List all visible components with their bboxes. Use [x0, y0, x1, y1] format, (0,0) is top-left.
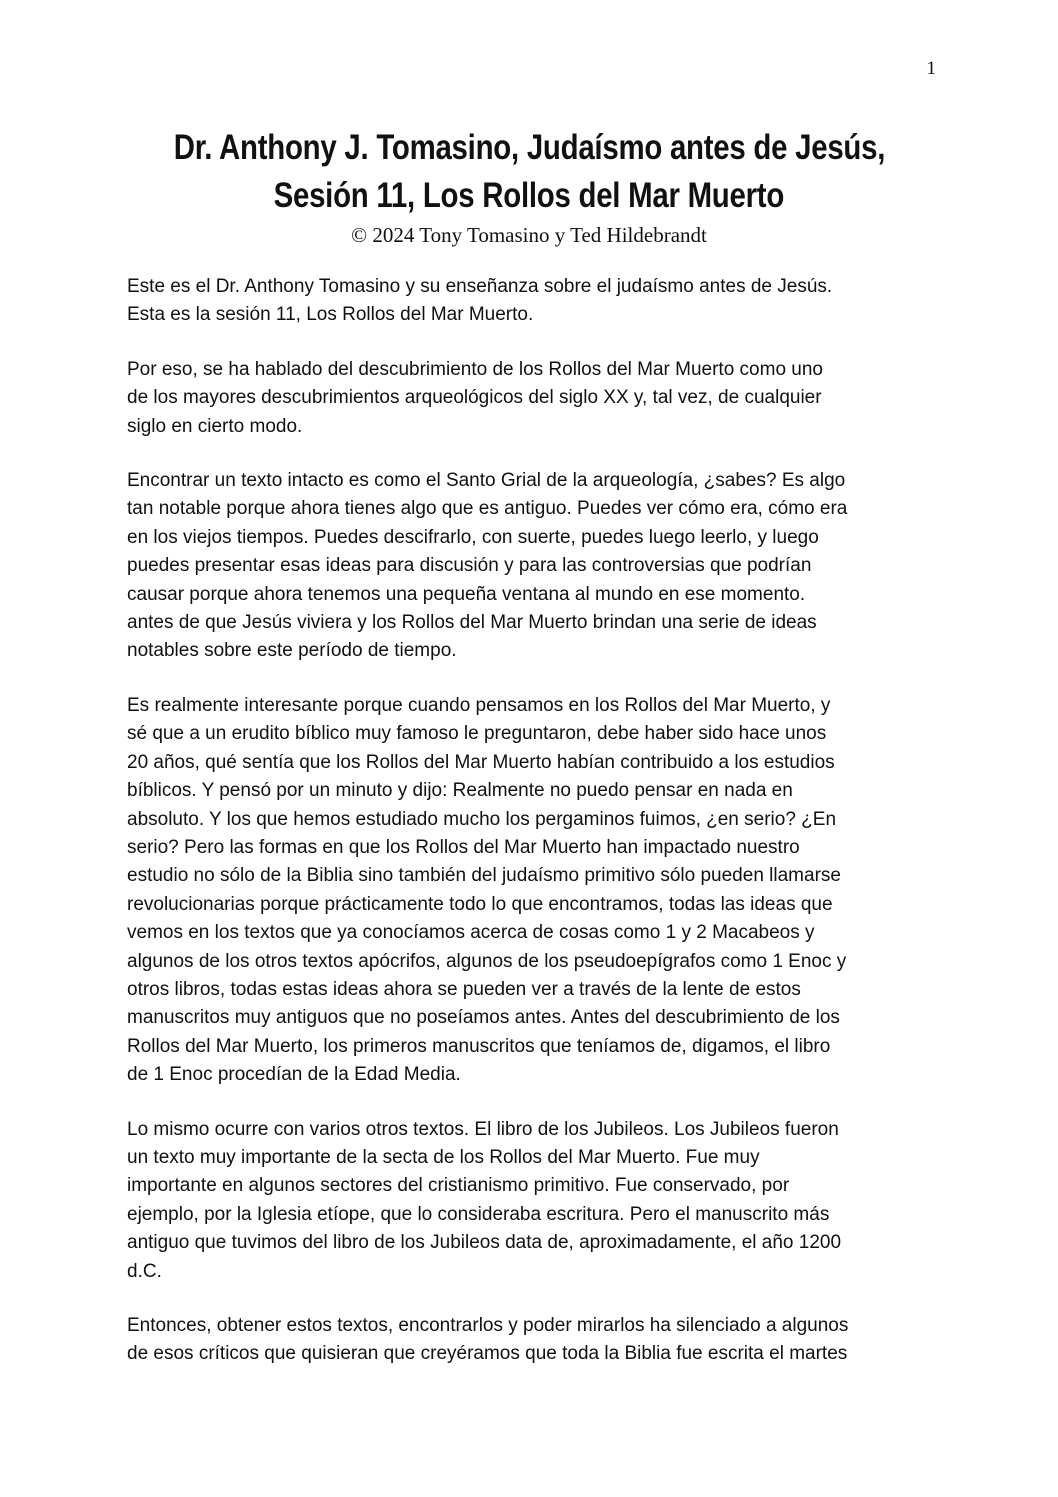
- text-line: de 1 Enoc procedían de la Edad Media.: [127, 1064, 461, 1086]
- paragraph: [127, 273, 939, 330]
- text-line: manuscritos muy antiguos que no poseíamos antes. Antes del descubrimiento de los: [127, 1007, 840, 1029]
- document-body: [127, 273, 939, 1395]
- text-line: absoluto. Y los que hemos estudiado mucho los pergaminos fuimos, ¿en serio? ¿En: [127, 808, 837, 830]
- document-title-line-1: Dr. Anthony J. Tomasino, Judaísmo antes de Jesús,: [173, 128, 885, 167]
- text-line: revolucionarias porque prácticamente todo lo que encontramos, todas las ideas que: [127, 893, 833, 915]
- text-line: puedes presentar esas ideas para discusión y para las controversias que podrían: [127, 555, 812, 577]
- text-line: antiguo que tuvimos del libro de los Jubileos data de, aproximadamente, el año 1200: [127, 1232, 842, 1254]
- text-line: d.C.: [127, 1260, 162, 1282]
- text-line: notables sobre este período de tiempo.: [127, 640, 457, 662]
- title-line-wrap: [0, 124, 1058, 172]
- title-line-wrap: [0, 172, 1058, 220]
- paragraph: [127, 1116, 939, 1286]
- text-line: Lo mismo ocurre con varios otros textos. El libro de los Jubileos. Los Jubileos fueron: [127, 1118, 839, 1140]
- page-title: [0, 124, 1058, 220]
- paragraph: [127, 1312, 939, 1369]
- text-line: vemos en los textos que ya conocíamos acerca de cosas como 1 y 2 Macabeos y: [127, 922, 815, 944]
- paragraph: [127, 692, 939, 1090]
- text-line: 20 años, qué sentía que los Rollos del Mar Muerto habían contribuido a los estudios: [127, 751, 835, 773]
- text-line: en los viejos tiempos. Puedes descifrarlo, con suerte, puedes luego leerlo, y luego: [127, 526, 819, 548]
- paragraph: [127, 467, 939, 666]
- text-line: causar porque ahora tenemos una pequeña ventana al mundo en ese momento.: [127, 583, 806, 605]
- text-line: bíblicos. Y pensó por un minuto y dijo: Realmente no puedo pensar en nada en: [127, 780, 793, 802]
- text-line: un texto muy importante de la secta de los Rollos del Mar Muerto. Fue muy: [127, 1146, 760, 1168]
- text-line: sé que a un erudito bíblico muy famoso le preguntaron, debe haber sido hace unos: [127, 723, 827, 745]
- copyright-line: © 2024 Tony Tomasino y Ted Hildebrandt: [351, 223, 707, 247]
- text-line: algunos de los otros textos apócrifos, algunos de los pseudoepígrafos como 1 Enoc y: [127, 950, 847, 972]
- text-line: Este es el Dr. Anthony Tomasino y su enseñanza sobre el judaísmo antes de Jesús.: [127, 276, 833, 297]
- text-line: Esta es la sesión 11, Los Rollos del Mar Muerto.: [127, 304, 534, 326]
- document-header: [0, 124, 1058, 248]
- text-line: otros libros, todas estas ideas ahora se pueden ver a través de la lente de estos: [127, 978, 801, 1000]
- paragraph: [127, 356, 939, 441]
- text-line: Entonces, obtener estos textos, encontrarlos y poder mirarlos ha silenciado a algunos: [127, 1315, 849, 1336]
- text-line: Rollos del Mar Muerto, los primeros manuscritos que teníamos de, digamos, el libro: [127, 1035, 831, 1057]
- page-number: 1: [926, 58, 936, 79]
- text-line: antes de que Jesús viviera y los Rollos del Mar Muerto brindan una serie de ideas: [127, 612, 817, 634]
- text-line: siglo en cierto modo.: [127, 415, 303, 437]
- text-line: importante en algunos sectores del cristianismo primitivo. Fue conservado, por: [127, 1175, 790, 1197]
- text-line: tan notable porque ahora tienes algo que es antiguo. Puedes ver cómo era, cómo era: [127, 498, 848, 520]
- text-line: ejemplo, por la Iglesia etíope, que lo consideraba escritura. Pero el manuscrito más: [127, 1203, 830, 1225]
- text-line: de los mayores descubrimientos arqueológicos del siglo XX y, tal vez, de cualquier: [127, 387, 822, 409]
- document-title-line-2: Sesión 11, Los Rollos del Mar Muerto: [273, 176, 785, 215]
- text-line: serio? Pero las formas en que los Rollos del Mar Muerto han impactado nuestro: [127, 836, 800, 858]
- text-line: Encontrar un texto intacto es como el Santo Grial de la arqueología, ¿sabes? Es algo: [127, 470, 846, 492]
- text-line: Por eso, se ha hablado del descubrimiento de los Rollos del Mar Muerto como uno: [127, 358, 823, 380]
- text-line: estudio no sólo de la Biblia sino también del judaísmo primitivo sólo pueden llamarse: [127, 865, 841, 887]
- text-line: Es realmente interesante porque cuando pensamos en los Rollos del Mar Muerto, y: [127, 694, 831, 716]
- text-line: de esos críticos que quisieran que creyéramos que toda la Biblia fue escrita el martes: [127, 1343, 848, 1365]
